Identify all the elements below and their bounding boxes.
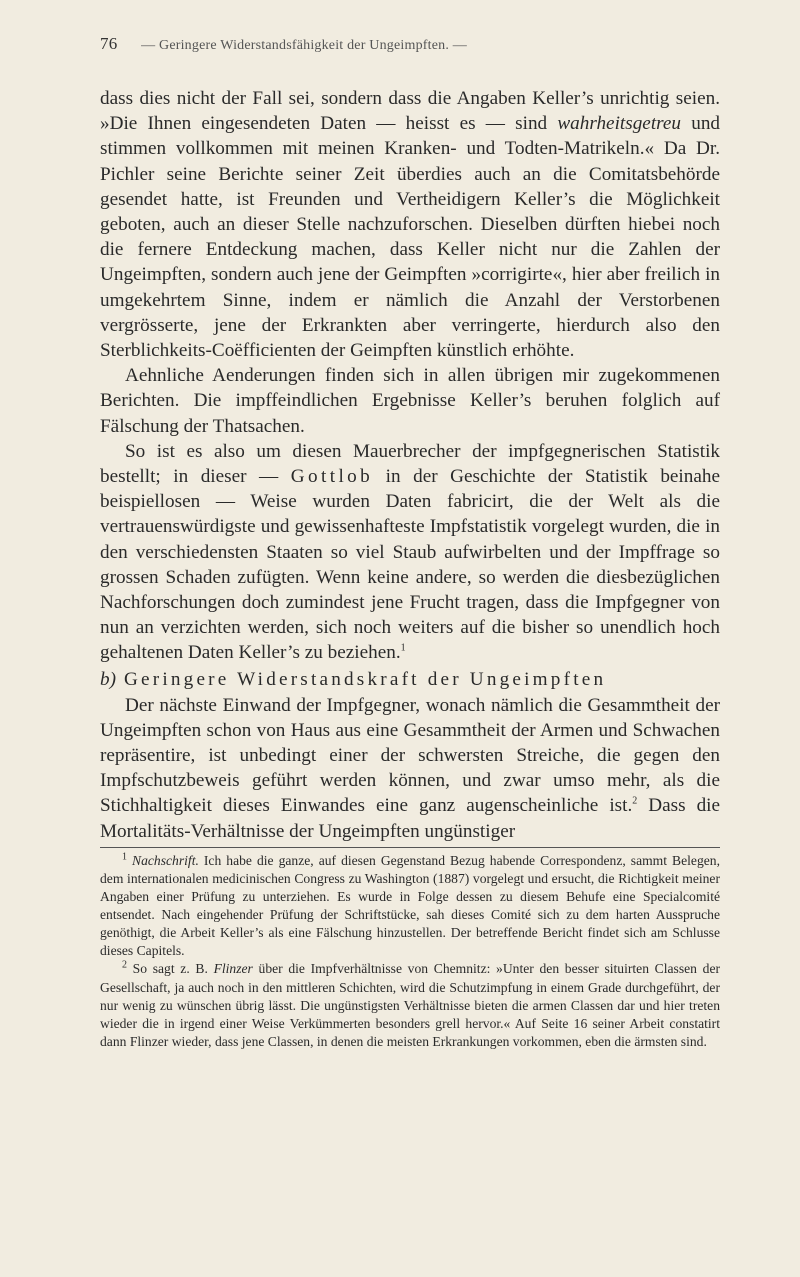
paragraph-2: Aehnliche Aenderungen finden sich in allen übrigen mir zugekommenen Berichten. Die impffeindlichen Ergebnisse Keller’s beruhen folglich auf Fälschung der Thatsachen. [100,365,720,437]
section-heading [100,666,720,693]
page-number: 76 [100,34,118,53]
footnote-2-part-a: So sagt z. B. [127,961,214,977]
spaced-word-gottlob: Gottlob [290,466,374,488]
footnote-1-label: Nachschrift. [132,852,199,868]
footnote-2-author: Flinzer [213,961,253,977]
emphasis-wahrheitsgetreu: wahrheitsgetreu [557,113,682,135]
paragraph-1-part-a: dass dies nicht der Fall sei, sondern dass die Angaben Keller’s unrichtig seien. »Die Ihnen eingesendeten Daten — heisst es — sind [100,88,720,135]
footnote-2 [100,960,720,1050]
paragraph-4-part-a: Der nächste Einwand der Impfgegner, wonach nämlich die Gesammtheit der Ungeimpften schon von Haus aus eine Gesammtheit der Armen und Schwachen repräsentire, ist unbedingt einer der schwersten Streiche, die gegen den Impfschutzbeweis geführt werden können, und zwar umso mehr, als die Stichhaltigkeit dieses Einwandes eine ganz augenscheinliche ist. [100,694,720,817]
footnote-2-number: 2 [122,959,127,971]
footnote-ref-2[interactable]: 2 [632,796,638,808]
paragraph-3-part-a: So ist es also um diesen Mauerbrecher der impfgegnerischen Statistik bestellt; in dieser — [100,440,720,488]
footnote-separator [100,847,720,848]
paragraph-4 [100,693,720,844]
paragraph-3-part-b: in der Geschichte der Statistik beinahe beispiellosen — Weise wurden Daten fabricirt, die der Welt als die vertrauenswürdigste und gewissenhafteste Impfstatistik vorgelegt wurden, die in den verschiedensten Staaten so viel Staub aufwirbelten und der Impffrage so grossen Schaden zufügten. Wenn keine andere, so werden die diesbezüglichen Nachforschungen doch zumindest jene Frucht tragen, dass die Impfgegner von nun an verzichten werden, sich noch weiters auf die bisher so unendlich hoch gehaltenen Daten Keller’s zu beziehen. [100,466,720,664]
paragraph-1 [100,86,720,363]
paragraph-3 [100,439,720,666]
footnote-1-text: Ich habe die ganze, auf diesen Gegenstand Bezug habende Correspondenz, sammt Belegen, dem internationalen medicinischen Congress zu Washington (1887) vorgelegt und ersucht, die Richtigkeit meiner Angaben einer Prüfung zu unterziehen. Es wurde in Folge dessen zu diesem Behufe eine Specialcomité entsendet. Nach eingehender Prüfung der Schriftstücke, sah dieses Comité sich zu dem harten Ausspruche genöthigt, die Arbeit Keller’s als eine Fälschung hinzustellen. Der betreffende Bericht findet sich am Schlusse dieses Capitels. [100,852,720,959]
section-letter: b) [100,668,116,690]
footnote-ref-1[interactable]: 1 [400,643,406,655]
page-body [100,86,720,1051]
section-title: Geringere Widerstandskraft der Ungeimpften [123,668,607,690]
paragraph-1-part-b: und stimmen vollkommen mit meinen Kranken- und Todten-Matrikeln.« Da Dr. Pichler seine Berichte seiner Zeit überdies auch an die Comitatsbehörde gesendet hatte, ist Freunden und Vertheidigern Keller’s die Möglichkeit geboten, auch an dieser Stelle nachzuforschen. Dieselben dürften hiebei noch die fernere Entdeckung machen, dass Keller nicht nur die Zahlen der Ungeimpften, sondern auch jene der Geimpften »corrigirte«, hier aber freilich in umgekehrtem Sinne, indem er nämlich die Anzahl der Verstorbenen vergrösserte, jene der Erkrankten aber verringerte, hierdurch also den Sterblichkeits-Coëfficienten der Geimpften künstlich erhöhte. [100,113,720,362]
paragraph-4-part-b: Dass die Mortalitäts-Verhältnisse der Ungeimpften ungünstiger [100,795,721,842]
running-header [100,34,720,54]
running-title: — Geringere Widerstandsfähigkeit der Ungeimpften. — [141,38,467,53]
footnote-1-number: 1 [122,851,127,863]
footnote-1 [100,852,720,961]
footnote-2-part-b: über die Impfverhältnisse von Chemnitz: »Unter den besser situirten Classen der Gesellschaft, ja auch noch in den mittleren Schichten, wird die Schutzimpfung in einem Grade durchgeführt, der nur wenig zu wünschen übrig lässt. Die ungünstigsten Verhältnisse bieten die armen Classen dar und hier treten wieder die in irgend einer Weise Verkümmerten besonders grell hervor.« Auf Seite 16 seiner Arbeit constatirt dann Flinzer wieder, dass jene Classen, in denen die meisten Erkrankungen vorkommen, eben die ärmsten sind. [100,961,720,1049]
